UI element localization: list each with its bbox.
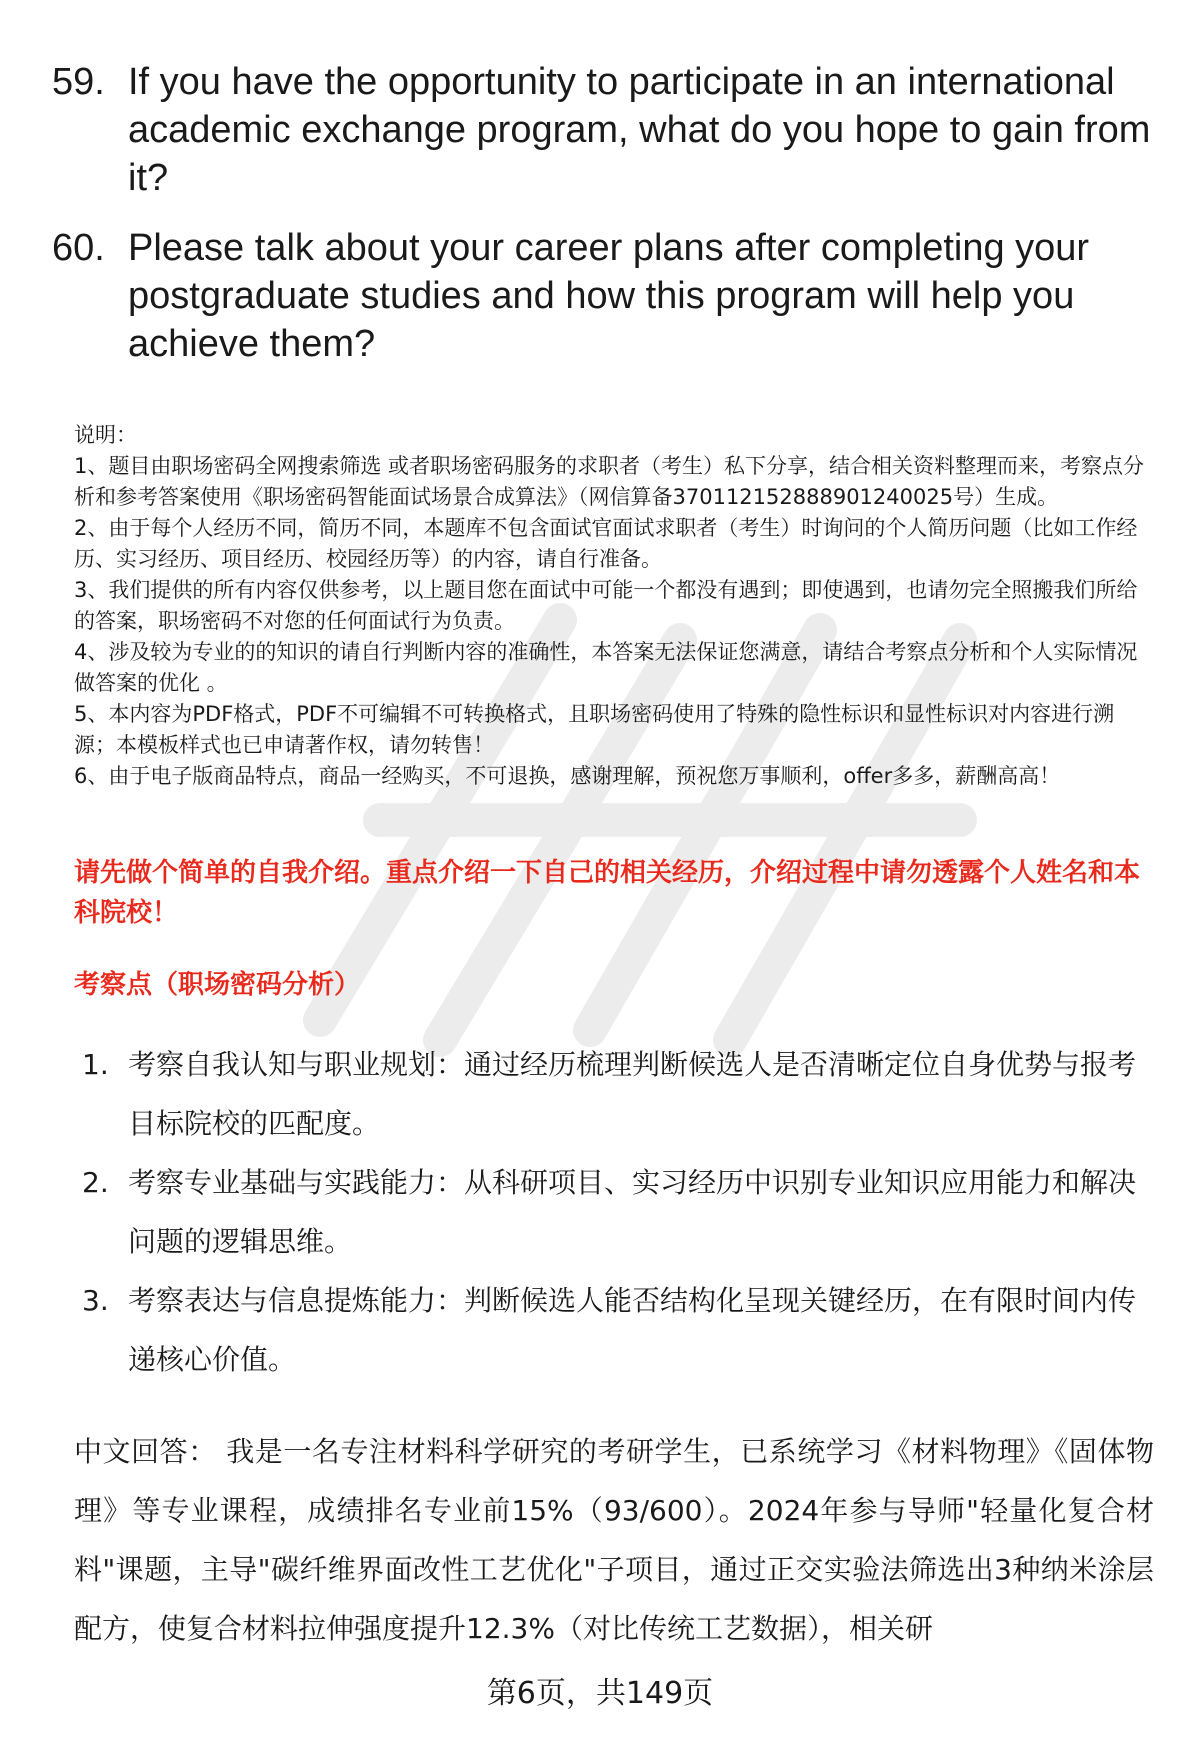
page-footer: 第6页，共149页	[486, 1676, 714, 1711]
point-number: 3.	[82, 1284, 109, 1317]
notes-section	[74, 420, 1154, 792]
point-number: 2.	[82, 1166, 109, 1199]
question-heading: 请先做个简单的自我介绍。重点介绍一下自己的相关经历，介绍过程中请勿透露个人姓名和本科院校！	[74, 858, 1141, 928]
point-number: 1.	[82, 1048, 109, 1081]
analysis-point	[82, 1035, 1152, 1153]
notes-item: 2、由于每个人经历不同，简历不同，本题库不包含面试官面试求职者（考生）时询问的个人简历问题（比如工作经历、实习经历、项目经历、校园经历等）的内容，请自行准备。	[74, 516, 1138, 571]
analysis-heading: 考察点（职场密码分析）	[74, 970, 361, 1000]
notes-item: 6、由于电子版商品特点，商品一经购买，不可退换，感谢理解，预祝您万事顺利，offer多多，薪酬高高！	[74, 764, 1061, 788]
question-text: If you have the opportunity to participate in an international academic exchange program, what do you hope to gain from it?	[128, 61, 1151, 199]
chinese-answer: 中文回答： 我是一名专注材料科学研究的考研学生，已系统学习《材料物理》《固体物理》等专业课程，成绩排名专业前15%（93/600）。2024年参与导师"轻量化复合材料"课题，主导"碳纤维界面改性工艺优化"子项目，通过正交实验法筛选出3种纳米涂层配方，使复合材料拉伸强度提升12.3%（对比传统工艺数据），相关研	[74, 1435, 1154, 1645]
notes-item: 3、我们提供的所有内容仅供参考，以上题目您在面试中可能一个都没有遇到；即使遇到，也请勿完全照搬我们所给的答案，职场密码不对您的任何面试行为负责。	[74, 578, 1138, 633]
analysis-point	[82, 1271, 1152, 1389]
notes-item: 1、题目由职场密码全网搜索筛选 或者职场密码服务的求职者（考生）私下分享，结合相关资料整理而来，考察点分析和参考答案使用《职场密码智能面试场景合成算法》（网信算备370112152888901240025号）生成。	[74, 454, 1145, 509]
question-text: Please talk about your career plans after completing your postgraduate studies and how this program will help you achieve them?	[128, 227, 1090, 365]
question-number: 59.	[52, 61, 105, 103]
point-text: 考察表达与信息提炼能力：判断候选人能否结构化呈现关键经历，在有限时间内传递核心价值。	[128, 1284, 1137, 1376]
analysis-points	[82, 1035, 1152, 1389]
question-item	[52, 58, 1162, 202]
notes-item: 4、涉及较为专业的的知识的请自行判断内容的准确性，本答案无法保证您满意，请结合考察点分析和个人实际情况做答案的优化 。	[74, 640, 1138, 695]
notes-item: 5、本内容为PDF格式，PDF不可编辑不可转换格式，且职场密码使用了特殊的隐性标识和显性标识对内容进行溯源；本模板样式也已申请著作权，请勿转售！	[74, 702, 1115, 757]
analysis-point	[82, 1153, 1152, 1271]
question-number: 60.	[52, 227, 105, 269]
point-text: 考察专业基础与实践能力：从科研项目、实习经历中识别专业知识应用能力和解决问题的逻辑思维。	[128, 1166, 1137, 1258]
question-list	[52, 58, 1162, 390]
point-text: 考察自我认知与职业规划：通过经历梳理判断候选人是否清晰定位自身优势与报考目标院校的匹配度。	[128, 1048, 1137, 1140]
question-item	[52, 224, 1162, 368]
notes-title: 说明：	[74, 423, 137, 447]
